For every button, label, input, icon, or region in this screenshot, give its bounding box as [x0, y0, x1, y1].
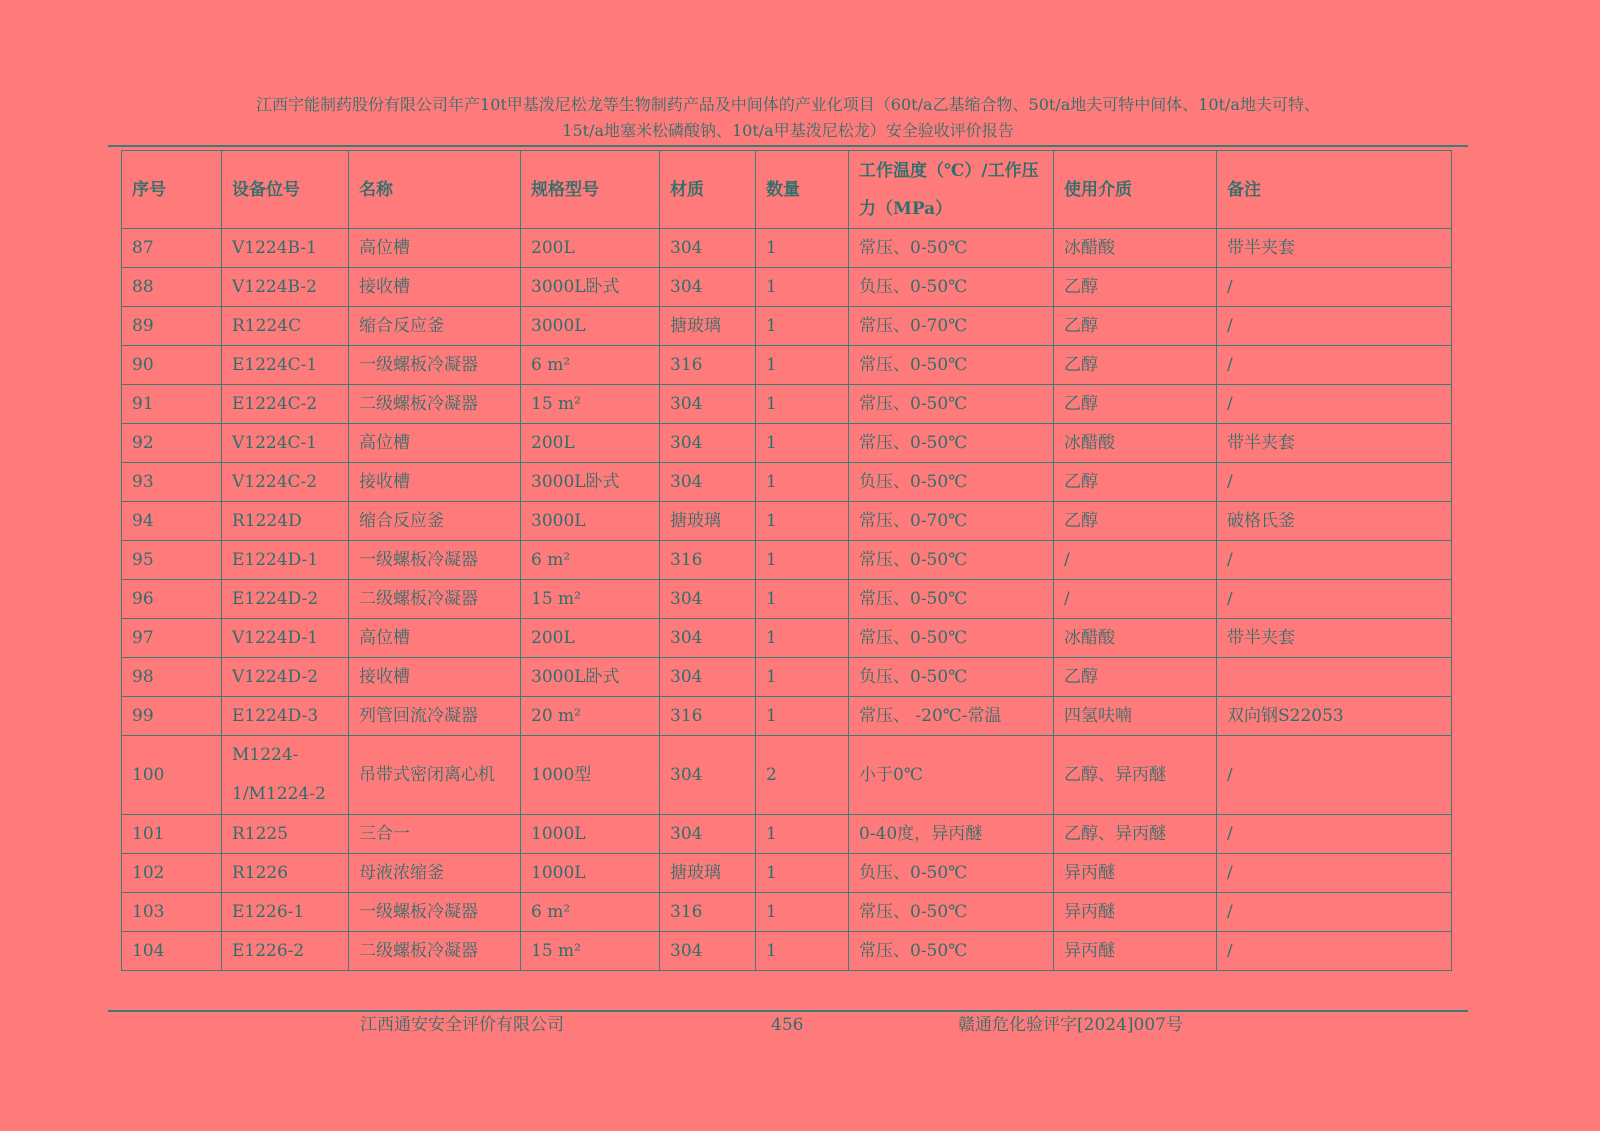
cell-conditions: 负压、0-50℃ — [849, 463, 1054, 502]
cell-medium: 乙醇 — [1054, 346, 1217, 385]
cell-spec: 3000L卧式 — [521, 268, 660, 307]
cell-material: 304 — [660, 268, 756, 307]
cell-remarks: / — [1217, 932, 1452, 971]
cell-quantity: 1 — [756, 580, 849, 619]
column-header-spec: 规格型号 — [521, 151, 660, 229]
cell-conditions: 常压、0-50℃ — [849, 346, 1054, 385]
cell-material: 304 — [660, 463, 756, 502]
cell-index: 87 — [122, 229, 222, 268]
cell-quantity: 2 — [756, 736, 849, 815]
header-divider — [108, 145, 1468, 147]
cell-name: 二级螺板冷凝器 — [349, 932, 521, 971]
cell-spec: 20 m² — [521, 697, 660, 736]
cell-index: 94 — [122, 502, 222, 541]
cell-quantity: 1 — [756, 619, 849, 658]
cell-medium: 乙醇 — [1054, 658, 1217, 697]
footer-divider — [108, 1010, 1468, 1012]
cell-medium: 异丙醚 — [1054, 893, 1217, 932]
cell-index: 92 — [122, 424, 222, 463]
cell-quantity: 1 — [756, 424, 849, 463]
cell-name: 吊带式密闭离心机 — [349, 736, 521, 815]
cell-spec: 200L — [521, 424, 660, 463]
table-row — [122, 736, 1452, 815]
cell-remarks: 带半夹套 — [1217, 619, 1452, 658]
table-row — [122, 268, 1452, 307]
column-header-quantity: 数量 — [756, 151, 849, 229]
cell-quantity: 1 — [756, 385, 849, 424]
cell-quantity: 1 — [756, 307, 849, 346]
cell-name: 二级螺板冷凝器 — [349, 385, 521, 424]
cell-quantity: 1 — [756, 932, 849, 971]
cell-material: 304 — [660, 658, 756, 697]
cell-index: 101 — [122, 815, 222, 854]
cell-material: 304 — [660, 619, 756, 658]
cell-conditions: 常压、0-50℃ — [849, 893, 1054, 932]
table-row — [122, 307, 1452, 346]
cell-remarks: / — [1217, 463, 1452, 502]
cell-index: 98 — [122, 658, 222, 697]
column-header-index: 序号 — [122, 151, 222, 229]
cell-material: 304 — [660, 580, 756, 619]
cell-index: 104 — [122, 932, 222, 971]
cell-spec: 3000L — [521, 502, 660, 541]
report-title-line-1: 江西宇能制药股份有限公司年产10t甲基泼尼松龙等生物制药产品及中间体的产业化项目（60t/a乙基缩合物、50t/a地夫可特中间体、10t/a地夫可特、 — [256, 95, 1320, 114]
cell-tag: R1224D — [222, 502, 349, 541]
cell-tag: V1224C-1 — [222, 424, 349, 463]
cell-index: 95 — [122, 541, 222, 580]
cell-index: 103 — [122, 893, 222, 932]
cell-material: 316 — [660, 346, 756, 385]
cell-spec: 200L — [521, 619, 660, 658]
cell-material: 304 — [660, 736, 756, 815]
cell-material: 304 — [660, 424, 756, 463]
cell-name: 一级螺板冷凝器 — [349, 541, 521, 580]
cell-remarks: / — [1217, 268, 1452, 307]
cell-medium: 冰醋酸 — [1054, 229, 1217, 268]
cell-remarks: / — [1217, 815, 1452, 854]
cell-medium: 乙醇 — [1054, 502, 1217, 541]
column-header-medium: 使用介质 — [1054, 151, 1217, 229]
cell-name: 三合一 — [349, 815, 521, 854]
cell-conditions: 常压、0-50℃ — [849, 229, 1054, 268]
column-header-remarks: 备注 — [1217, 151, 1452, 229]
cell-conditions: 常压、0-50℃ — [849, 580, 1054, 619]
cell-tag: E1224D-3 — [222, 697, 349, 736]
table-row — [122, 346, 1452, 385]
table-row — [122, 932, 1452, 971]
table-row — [122, 893, 1452, 932]
cell-material: 搪玻璃 — [660, 854, 756, 893]
cell-quantity: 1 — [756, 502, 849, 541]
cell-material: 304 — [660, 229, 756, 268]
cell-tag: E1224C-2 — [222, 385, 349, 424]
cell-remarks: / — [1217, 893, 1452, 932]
footer-page-number: 456 — [771, 1015, 804, 1035]
cell-spec: 3000L卧式 — [521, 658, 660, 697]
cell-spec: 3000L — [521, 307, 660, 346]
cell-spec: 15 m² — [521, 932, 660, 971]
cell-quantity: 1 — [756, 697, 849, 736]
cell-material: 316 — [660, 541, 756, 580]
table-body — [122, 229, 1452, 971]
cell-tag: E1224D-2 — [222, 580, 349, 619]
cell-tag: R1224C — [222, 307, 349, 346]
cell-medium: 乙醇、异丙醚 — [1054, 736, 1217, 815]
cell-conditions: 常压、0-50℃ — [849, 932, 1054, 971]
table-row — [122, 658, 1452, 697]
cell-spec: 1000型 — [521, 736, 660, 815]
cell-index: 91 — [122, 385, 222, 424]
cell-index: 90 — [122, 346, 222, 385]
cell-medium: 乙醇 — [1054, 307, 1217, 346]
cell-medium: 四氢呋喃 — [1054, 697, 1217, 736]
cell-medium: 乙醇 — [1054, 385, 1217, 424]
table-row — [122, 697, 1452, 736]
cell-conditions: 负压、0-50℃ — [849, 854, 1054, 893]
column-header-conditions: 工作温度（℃）/工作压力（MPa） — [849, 151, 1054, 229]
cell-remarks: 双向钢S22053 — [1217, 697, 1452, 736]
cell-conditions: 常压、0-70℃ — [849, 502, 1054, 541]
cell-conditions: 常压、0-50℃ — [849, 424, 1054, 463]
cell-tag: E1224D-1 — [222, 541, 349, 580]
cell-tag: R1226 — [222, 854, 349, 893]
cell-quantity: 1 — [756, 893, 849, 932]
cell-index: 89 — [122, 307, 222, 346]
cell-spec: 15 m² — [521, 385, 660, 424]
table-row — [122, 854, 1452, 893]
cell-quantity: 1 — [756, 854, 849, 893]
cell-medium: 冰醋酸 — [1054, 424, 1217, 463]
column-header-tag: 设备位号 — [222, 151, 349, 229]
table-row — [122, 541, 1452, 580]
cell-medium: 冰醋酸 — [1054, 619, 1217, 658]
cell-spec: 3000L卧式 — [521, 463, 660, 502]
cell-tag: V1224D-2 — [222, 658, 349, 697]
cell-conditions: 常压、0-50℃ — [849, 385, 1054, 424]
cell-tag: R1225 — [222, 815, 349, 854]
cell-remarks: / — [1217, 541, 1452, 580]
cell-index: 93 — [122, 463, 222, 502]
cell-index: 102 — [122, 854, 222, 893]
table-row — [122, 424, 1452, 463]
cell-index: 100 — [122, 736, 222, 815]
cell-remarks: / — [1217, 854, 1452, 893]
table-row — [122, 229, 1452, 268]
cell-medium: 乙醇 — [1054, 463, 1217, 502]
table-row — [122, 815, 1452, 854]
cell-name: 缩合反应釜 — [349, 502, 521, 541]
cell-index: 88 — [122, 268, 222, 307]
cell-spec: 6 m² — [521, 346, 660, 385]
cell-material: 搪玻璃 — [660, 502, 756, 541]
cell-name: 二级螺板冷凝器 — [349, 580, 521, 619]
cell-remarks: / — [1217, 580, 1452, 619]
cell-name: 高位槽 — [349, 619, 521, 658]
cell-conditions: 常压、0-50℃ — [849, 619, 1054, 658]
cell-index: 96 — [122, 580, 222, 619]
cell-name: 缩合反应釜 — [349, 307, 521, 346]
cell-medium: / — [1054, 541, 1217, 580]
cell-quantity: 1 — [756, 346, 849, 385]
table-row — [122, 502, 1452, 541]
cell-remarks: 带半夹套 — [1217, 229, 1452, 268]
report-title-line-2: 15t/a地塞米松磷酸钠、10t/a甲基泼尼松龙）安全验收评价报告 — [562, 121, 1014, 140]
cell-medium: 乙醇、异丙醚 — [1054, 815, 1217, 854]
cell-name: 列管回流冷凝器 — [349, 697, 521, 736]
cell-conditions: 常压、 -20℃-常温 — [849, 697, 1054, 736]
cell-conditions: 小于0℃ — [849, 736, 1054, 815]
cell-remarks — [1217, 658, 1452, 697]
footer-company: 江西通安安全评价有限公司 — [360, 1015, 564, 1035]
cell-remarks: 破格氏釜 — [1217, 502, 1452, 541]
cell-medium: / — [1054, 580, 1217, 619]
cell-spec: 1000L — [521, 854, 660, 893]
cell-remarks: / — [1217, 307, 1452, 346]
column-header-material: 材质 — [660, 151, 756, 229]
cell-remarks: 带半夹套 — [1217, 424, 1452, 463]
cell-index: 99 — [122, 697, 222, 736]
cell-conditions: 负压、0-50℃ — [849, 658, 1054, 697]
cell-conditions: 常压、0-70℃ — [849, 307, 1054, 346]
cell-material: 搪玻璃 — [660, 307, 756, 346]
cell-conditions: 负压、0-50℃ — [849, 268, 1054, 307]
cell-spec: 6 m² — [521, 541, 660, 580]
cell-quantity: 1 — [756, 815, 849, 854]
cell-conditions: 0-40度，异丙醚 — [849, 815, 1054, 854]
cell-material: 304 — [660, 932, 756, 971]
column-header-name: 名称 — [349, 151, 521, 229]
cell-tag: M1224-1/M1224-2 — [222, 736, 349, 815]
cell-tag: V1224B-2 — [222, 268, 349, 307]
cell-tag: E1226-2 — [222, 932, 349, 971]
cell-tag: E1226-1 — [222, 893, 349, 932]
equipment-table — [121, 150, 1452, 971]
cell-medium: 异丙醚 — [1054, 932, 1217, 971]
cell-conditions: 常压、0-50℃ — [849, 541, 1054, 580]
cell-tag: V1224C-2 — [222, 463, 349, 502]
cell-spec: 6 m² — [521, 893, 660, 932]
cell-index: 97 — [122, 619, 222, 658]
cell-spec: 200L — [521, 229, 660, 268]
cell-remarks: / — [1217, 346, 1452, 385]
cell-remarks: / — [1217, 385, 1452, 424]
table-header-row — [122, 151, 1452, 229]
table-row — [122, 385, 1452, 424]
footer-document-number: 赣通危化验评字[2024]007号 — [958, 1015, 1183, 1035]
table-row — [122, 580, 1452, 619]
cell-tag: V1224B-1 — [222, 229, 349, 268]
cell-name: 接收槽 — [349, 658, 521, 697]
cell-name: 接收槽 — [349, 268, 521, 307]
report-header — [108, 92, 1468, 144]
cell-material: 316 — [660, 697, 756, 736]
cell-name: 高位槽 — [349, 424, 521, 463]
cell-tag: V1224D-1 — [222, 619, 349, 658]
cell-material: 304 — [660, 385, 756, 424]
cell-material: 316 — [660, 893, 756, 932]
table-row — [122, 619, 1452, 658]
cell-spec: 1000L — [521, 815, 660, 854]
cell-name: 母液浓缩釜 — [349, 854, 521, 893]
cell-medium: 异丙醚 — [1054, 854, 1217, 893]
cell-tag: E1224C-1 — [222, 346, 349, 385]
cell-name: 一级螺板冷凝器 — [349, 893, 521, 932]
cell-quantity: 1 — [756, 541, 849, 580]
cell-name: 高位槽 — [349, 229, 521, 268]
cell-medium: 乙醇 — [1054, 268, 1217, 307]
cell-material: 304 — [660, 815, 756, 854]
cell-quantity: 1 — [756, 268, 849, 307]
cell-remarks: / — [1217, 736, 1452, 815]
cell-name: 一级螺板冷凝器 — [349, 346, 521, 385]
table-row — [122, 463, 1452, 502]
cell-quantity: 1 — [756, 463, 849, 502]
cell-name: 接收槽 — [349, 463, 521, 502]
cell-quantity: 1 — [756, 658, 849, 697]
cell-spec: 15 m² — [521, 580, 660, 619]
cell-quantity: 1 — [756, 229, 849, 268]
